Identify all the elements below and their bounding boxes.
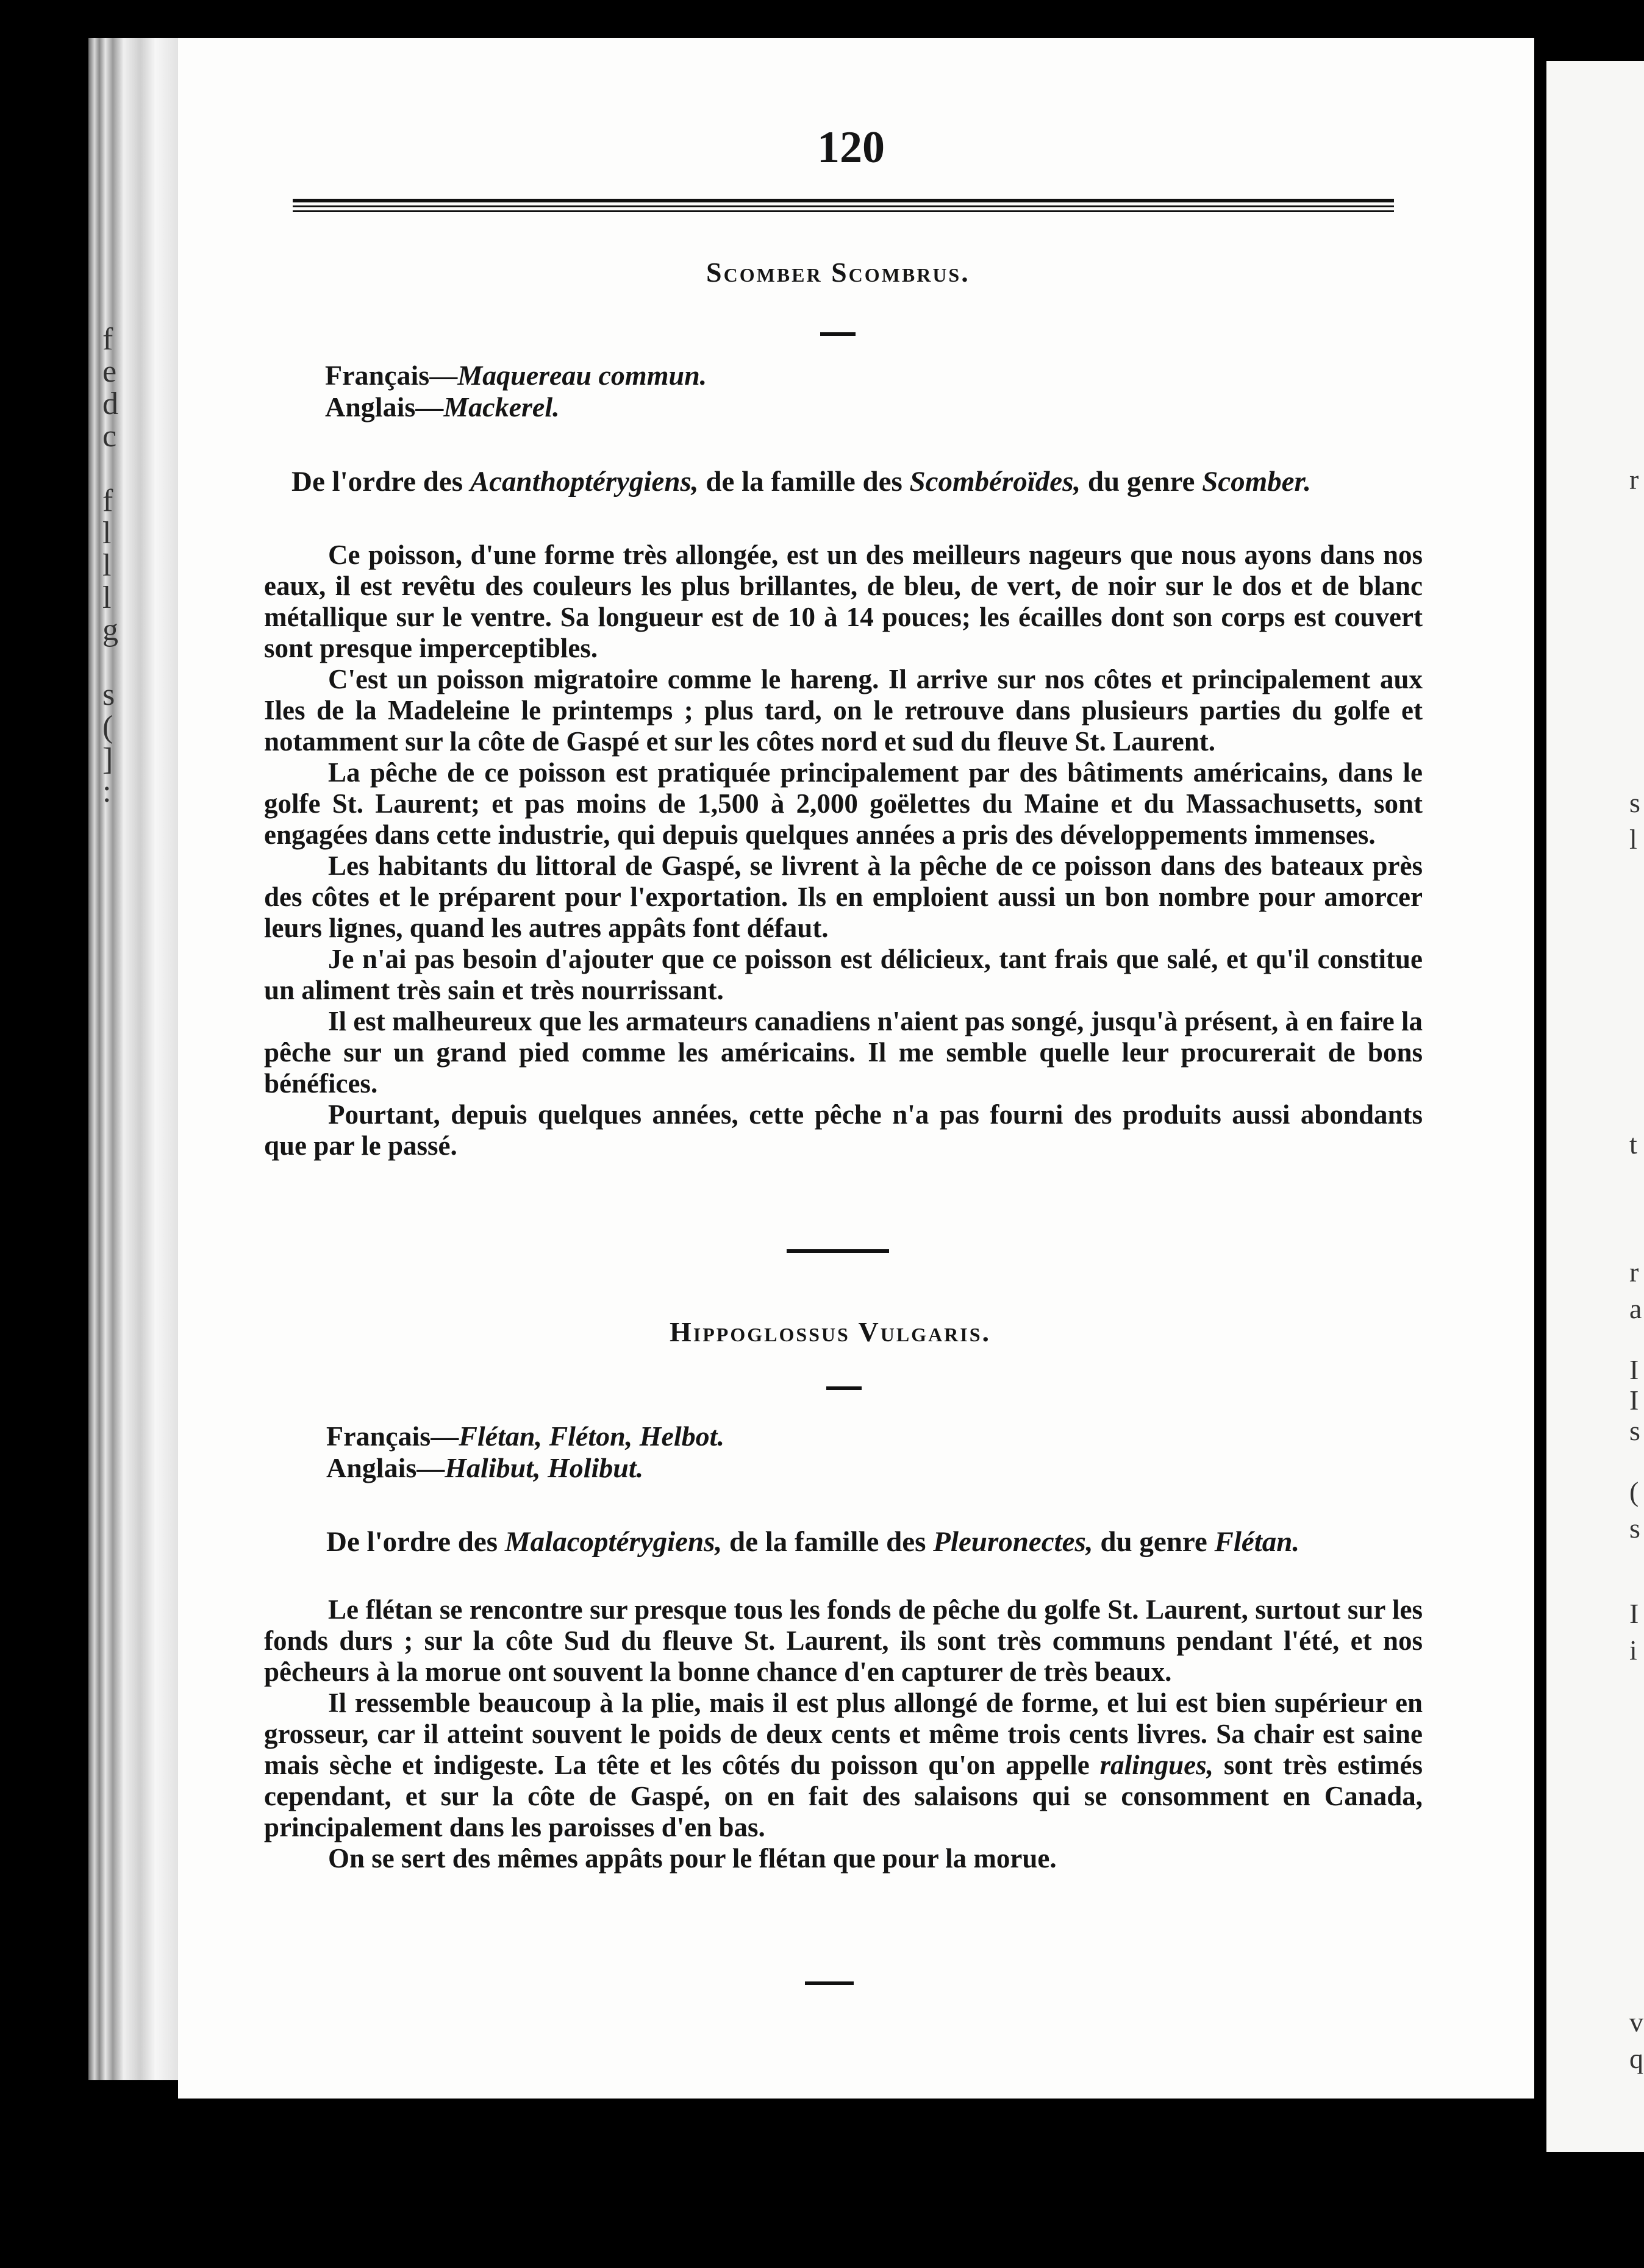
paragraph: Il est malheureux que les armateurs canadiens n'aient pas songé, jusqu'à présent, à en faire la pêche sur un grand pied comme les américains. Il me semble quelle leur procurerait de bons bénéfices. (264, 1006, 1423, 1099)
paragraph: C'est un poisson migratoire comme le hareng. Il arrive sur nos côtes et principalement aux Iles de la Madeleine le printemps ; plus tard, on le retrouve dans plusieurs parties du golfe et notamment sur la côte de Gaspé et sur les côtes nord et sud du fleuve St. Laurent. (264, 664, 1423, 757)
section-separator (787, 1249, 889, 1253)
margin-fragment: q (1629, 2043, 1643, 2074)
margin-fragment: I (1629, 1354, 1639, 1385)
margin-fragment: I (1629, 1598, 1639, 1629)
margin-fragment: s (102, 677, 115, 712)
paragraph: Pourtant, depuis quelques années, cette pêche n'a pas fourni des produits aussi abondants que par le passé. (264, 1099, 1423, 1161)
margin-fragment: g (102, 613, 118, 647)
margin-fragment: d (102, 387, 118, 421)
margin-fragment: l (102, 516, 112, 551)
section-title: Scomber Scombrus. (706, 257, 970, 288)
common-names: Français—Flétan, Fléton, Helbot. Anglais—Halibut, Holibut. (326, 1421, 724, 1483)
section-title: Hippoglossus Vulgaris. (670, 1316, 992, 1347)
margin-fragment: c (102, 419, 117, 454)
margin-fragment: r (1629, 1257, 1639, 1288)
margin-fragment: l (102, 548, 112, 583)
margin-fragment: s (1629, 1415, 1640, 1446)
margin-fragment: ( (102, 710, 113, 744)
margin-fragment (102, 646, 133, 679)
margin-fragment: v (1629, 2006, 1643, 2038)
classification: De l'ordre des Acanthoptérygiens, de la famille des Scombéroïdes, du genre Scomber. (291, 466, 1311, 497)
margin-fragment: I (1629, 1385, 1639, 1416)
header-rule (293, 199, 1394, 202)
margin-fragment: t (1629, 1129, 1637, 1160)
margin-fragment: i (1629, 1635, 1637, 1666)
margin-fragment: l (102, 580, 112, 615)
margin-fragment: s (1629, 787, 1640, 818)
header-rule-thin (293, 210, 1394, 212)
margin-fragment: s (1629, 1513, 1640, 1544)
paragraph: Je n'ai pas besoin d'ajouter que ce poisson est délicieux, tant frais que salé, et qu'il constitue un aliment très sain et très nourrissant. (264, 944, 1423, 1005)
paragraph: On se sert des mêmes appâts pour le flétan que pour la morue. (328, 1843, 1057, 1874)
margin-fragment: a (1629, 1293, 1642, 1324)
margin-fragment: f (102, 483, 113, 518)
common-names: Français—Maquereau commun. Anglais—Mackerel. (325, 360, 707, 423)
margin-fragment: e (102, 354, 117, 389)
margin-fragment: f (102, 322, 113, 357)
end-rule (805, 1981, 854, 1985)
section-body (264, 540, 1423, 1161)
margin-fragment: ( (1629, 1476, 1639, 1507)
page-number: 120 (817, 123, 885, 173)
classification: De l'ordre des Malacoptérygiens, de la famille des Pleuronectes, du genre Flétan. (326, 1526, 1300, 1558)
margin-fragment: : (102, 774, 112, 809)
paragraph: Ce poisson, d'une forme très allongée, est un des meilleurs nageurs que nous ayons dans nos eaux, il est revêtu des couleurs les plus brillantes, de bleu, de vert, de noir sur le dos et de blanc métallique sur le ventre. Sa longueur est de 10 à 14 pouces; les écailles dont son corps est couvert sont presque imperceptibles. (264, 540, 1423, 663)
paragraph: La pêche de ce poisson est pratiquée principalement par des bâtiments américains, dans le golfe St. Laurent; et pas moins de 1,500 à 2,000 goëlettes du Maine et du Massachusetts, sont engagées dans cette industrie, qui depuis quelques années a pris des développements immenses. (264, 757, 1423, 850)
title-dash (820, 332, 856, 336)
margin-fragment (102, 452, 133, 485)
section-body (264, 1594, 1423, 1874)
paragraph: Le flétan se rencontre sur presque tous les fonds de pêche du golfe St. Laurent, surtout sur les fonds durs ; sur la côte Sud du fleuve St. Laurent, ils sont très communs pendant l'été, et nos pêcheurs à la morue ont souvent la bonne chance d'en capturer de très beaux. (264, 1594, 1423, 1687)
paragraph: Il ressemble beaucoup à la plie, mais il est plus allongé de forme, et lui est bien supérieur en grosseur, car il atteint souvent le poids de deux cents et même trois cents livres. Sa chair est saine mais sèche et indigeste. La tête et les côtés du poisson qu'on appelle ralingues, sont très estimés cependant, et sur la côte de Gaspé, on en fait des salaisons qui se consomment en Canada, principalement dans les paroisses d'en bas. (264, 1688, 1423, 1842)
margin-fragment: l (1629, 824, 1637, 855)
margin-fragment: r (1629, 464, 1639, 495)
next-page-edge (1546, 61, 1644, 2152)
header-rule-thin (293, 205, 1394, 207)
previous-page-margin (102, 323, 133, 808)
title-dash (826, 1386, 862, 1390)
margin-fragment: ] (102, 742, 113, 777)
paragraph: Les habitants du littoral de Gaspé, se livrent à la pêche de ce poisson dans des bateaux près des côtes et le préparent pour l'exportation. Ils en emploient aussi un bon nombre pour amorcer leurs lignes, quand les autres appâts font défaut. (264, 850, 1423, 943)
